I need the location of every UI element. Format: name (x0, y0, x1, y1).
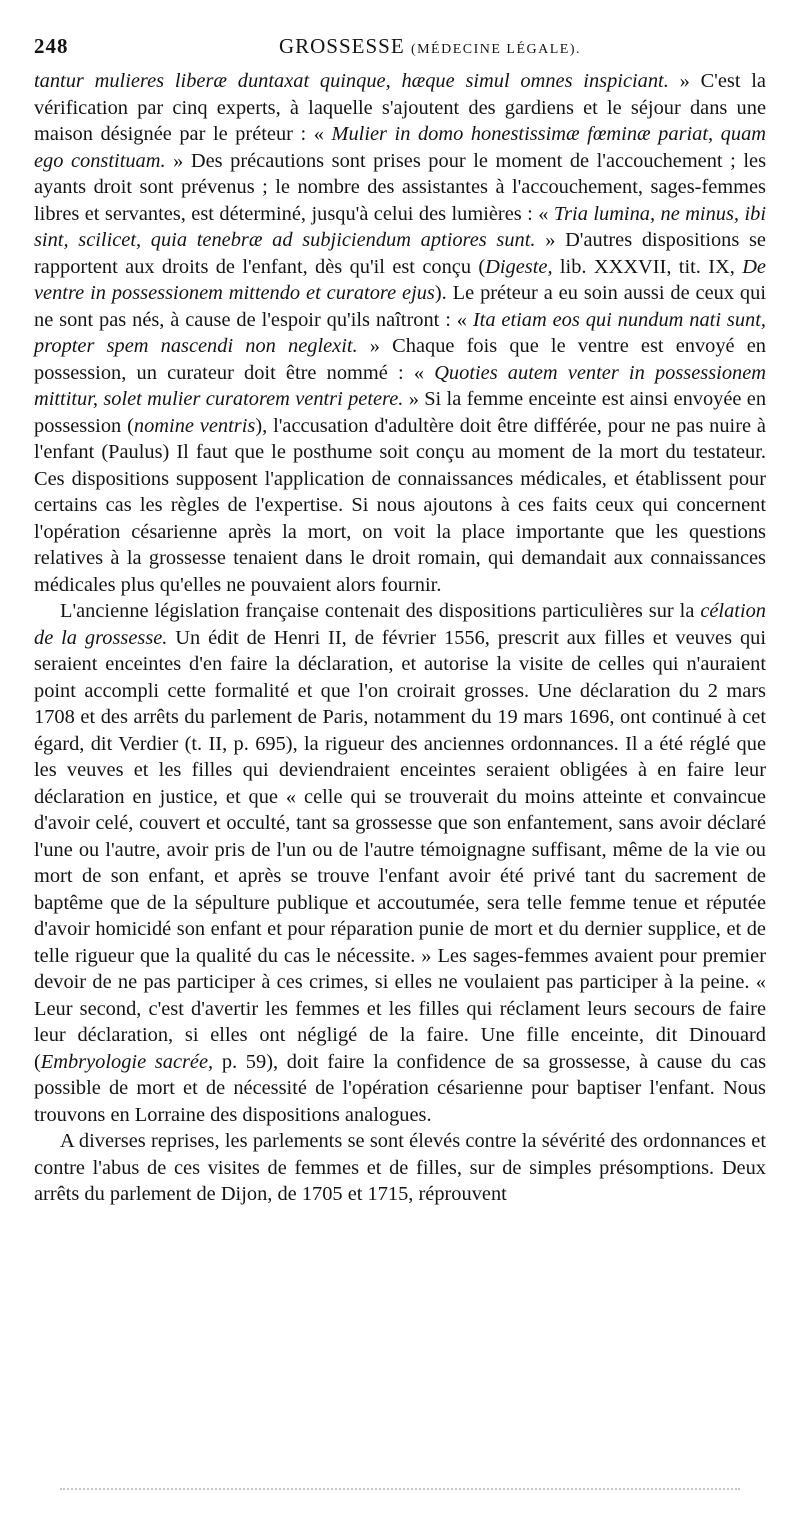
italic-text-run: nomine ventris (133, 414, 256, 437)
text-run: ). Le préteur a eu soin aussi de ceux qui ne sont pas nés, à cause de l'espoir qu'ils naîtront : « (34, 282, 766, 331)
text-run: » Si la femme enceinte est ainsi envoyée en possession ( (34, 388, 767, 437)
page-number: 248 (34, 34, 69, 58)
page-body (34, 68, 766, 1208)
paragraph (34, 598, 766, 1128)
italic-text-run: Ita etiam eos qui nundum nati sunt, propter spem nascendi non neglexit. (34, 308, 766, 357)
paragraph (34, 1128, 766, 1208)
text-run: Un édit de Henri II, de février 1556, prescrit aux filles et veuves qui seraient enceintes d'en faire la déclaration, et autorise la visite de celles qui n'auraient point accompli cette formalité et que l'on croirait grosses. Une déclaration du 2 mars 1708 et des arrêts du parlement de Paris, notamment du 19 mars 1696, ont continué à cet égard, dit Verdier (t. II, p. 695), la rigueur des anciennes ordonnances. Il a été réglé que les veuves et les filles qui deviendraient enceintes seraient obligées à en faire leur déclaration en justice, et que « celle qui se trouverait du moins atteinte et convaincue d'avoir celé, couvert et occulté, tant sa grossesse que son enfantement, sans avoir déclaré l'une ou l'autre, avoir pris de l'un ou de l'autre témoignagne suffisant, même de la vie ou mort de son enfant, et après se trouve l'enfant avoir été privé tant du sacrement de baptême que de la sépulture publique et accoutumée, sera telle femme tenue et réputée d'avoir homicidé son enfant et pour réparation punie de mort et du dernier supplice, et de telle rigueur que la qualité du cas le nécessite. » Les sages-femmes avaient pour premier devoir de ne pas participer à ces crimes, si elles ne voulaient pas participer à la peine. « Leur second, c'est d'avertir les femmes et les filles qui réclament leurs secours de faire leur déclaration, si elles ont négligé de la faire. Une fille enceinte, dit Dinouard ( (34, 626, 766, 1073)
text-run: » Des précautions sont prises pour le moment de l'accouchement ; les ayants droit sont prévenus ; le nombre des assistantes à l'accouchement, sages-femmes libres et servantes, est déterminé, jusqu'à celui des lumières : « (34, 149, 767, 225)
italic-text-run: Tria lumina, ne minus, ibi sint, scilicet, quia tenebræ ad subjiciendum aptiores sunt. (34, 202, 766, 251)
italic-text-run: Mulier in domo honestissimæ fœminæ pariat, quam ego constituam. (34, 123, 766, 172)
text-run: » C'est la vérification par cinq experts, à laquelle s'ajoutent des gardiens et le séjour dans une maison désignée par le préteur : « (34, 70, 766, 145)
text-run: A diverses reprises, les parlements se sont élevés contre la sévérité des ordonnances et contre l'abus de ces visites de femmes et de filles, sur de simples présomptions. Deux arrêts du parlement de Dijon, de 1705 et 1715, réprouvent (34, 1130, 766, 1205)
italic-text-run: tantur mulieres liberæ duntaxat quinque, hæque simul omnes inspiciant. (34, 70, 669, 92)
text-run: ), l'accusation d'adultère doit être différée, pour ne pas nuire à l'enfant (Paulus) Il faut que le posthume soit conçu au moment de la mort du testateur. Ces dispositions supposent l'application de connaissances médicales, et établissent pour certains cas les règles de l'expertise. Si nous ajoutons à ces faits ceux qui concernent l'opération césarienne après la mort, on voit la place importante que les questions relatives à la grossesse tenaient dans le droit romain, qui demandait aux connaissances médicales plus qu'elles ne pouvaient alors fournir. (34, 414, 766, 596)
paragraph (34, 68, 766, 598)
page-header (34, 34, 766, 60)
italic-text-run: Digeste, (485, 255, 553, 278)
italic-text-run: De ventre in possessionem mittendo et curatore ejus (34, 255, 766, 304)
text-run: » Chaque fois que le ventre est envoyé en possession, un curateur doit être nommé : « (34, 335, 766, 384)
running-title-main: GROSSESSE (278, 34, 405, 58)
text-run: L'ancienne législation française contenait des dispositions particulières sur la (60, 600, 701, 622)
italic-text-run: Embryologie sacrée, (40, 1050, 214, 1073)
italic-text-run: célation de la grossesse. (34, 600, 766, 649)
bottom-scan-artifact (60, 1488, 740, 1496)
text-run: p. 59), doit faire la confidence de sa grossesse, à cause du cas possible de mort et de nécessité de l'opération césarienne pour baptiser l'enfant. Nous trouvons en Lorraine des dispositions analogues. (34, 1050, 767, 1126)
text-run: lib. XXXVII, tit. IX, (552, 255, 743, 278)
italic-text-run: Quoties autem venter in possessionem mittitur, solet mulier curatorem ventri petere. (34, 361, 766, 410)
text-run: » D'autres dispositions se rapportent aux droits de l'enfant, dès qu'il est conçu ( (34, 229, 766, 278)
running-title (34, 34, 766, 59)
running-title-sub: (MÉDECINE LÉGALE). (410, 42, 582, 57)
